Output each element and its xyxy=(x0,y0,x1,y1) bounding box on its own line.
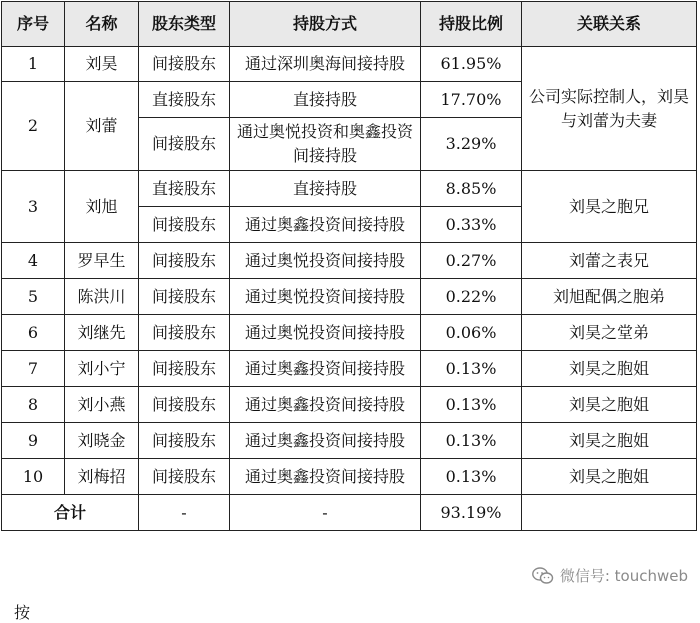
row-shareholder-type: 间接股东 xyxy=(139,387,230,423)
row-relationship: 刘昊之胞姐 xyxy=(522,351,697,387)
row-serial: 7 xyxy=(2,351,65,387)
row-holding-method: 通过奥悦投资间接持股 xyxy=(230,279,421,315)
header-shareholder-type: 股东类型 xyxy=(139,2,230,47)
row-holding-method: 通过奥鑫投资间接持股 xyxy=(230,459,421,495)
row-holding-method: 通过奥鑫投资间接持股 xyxy=(230,423,421,459)
row-holding-ratio: 8.85% xyxy=(421,171,522,207)
table-row xyxy=(2,243,697,279)
watermark-text: 微信号: touchweb xyxy=(559,567,688,585)
table-row xyxy=(2,459,697,495)
row-holding-method: 直接持股 xyxy=(230,171,421,207)
row-holding-method: 直接持股 xyxy=(230,82,421,118)
row-shareholder-type: 间接股东 xyxy=(139,351,230,387)
row-relationship: 刘昊之胞姐 xyxy=(522,387,697,423)
row-holding-ratio: 17.70% xyxy=(421,82,522,118)
row-holding-method: 通过奥悦投资间接持股 xyxy=(230,243,421,279)
row-holding-method: 通过奥鑫投资间接持股 xyxy=(230,207,421,243)
total-relationship xyxy=(522,495,697,531)
header-holding-ratio: 持股比例 xyxy=(421,2,522,47)
row-holding-ratio: 0.27% xyxy=(421,243,522,279)
table-row xyxy=(2,279,697,315)
table-row xyxy=(2,351,697,387)
header-relationship: 关联关系 xyxy=(522,2,697,47)
row-serial: 5 xyxy=(2,279,65,315)
row-name: 刘晓金 xyxy=(65,423,139,459)
row-name: 刘昊 xyxy=(65,47,139,82)
table-row xyxy=(2,315,697,351)
row-holding-method: 通过奥鑫投资间接持股 xyxy=(230,387,421,423)
row-holding-ratio: 3.29% xyxy=(421,118,522,171)
row-shareholder-type: 间接股东 xyxy=(139,118,230,171)
total-holding-method: - xyxy=(230,495,421,531)
row-holding-method: 通过深圳奥海间接持股 xyxy=(230,47,421,82)
row-shareholder-type: 直接股东 xyxy=(139,82,230,118)
row-relationship: 刘蕾之表兄 xyxy=(522,243,697,279)
row-holding-ratio: 0.06% xyxy=(421,315,522,351)
row-serial: 6 xyxy=(2,315,65,351)
row-shareholder-type: 间接股东 xyxy=(139,207,230,243)
row-holding-method: 通过奥悦投资间接持股 xyxy=(230,315,421,351)
row-serial: 9 xyxy=(2,423,65,459)
table-row xyxy=(2,387,697,423)
row-relationship: 刘旭配偶之胞弟 xyxy=(522,279,697,315)
row-shareholder-type: 间接股东 xyxy=(139,47,230,82)
row-serial: 2 xyxy=(2,82,65,171)
footer-text-fragment: 按 xyxy=(14,603,31,622)
row-holding-method: 通过奥悦投资和奥鑫投资间接持股 xyxy=(230,118,421,171)
row-relationship: 刘昊之胞姐 xyxy=(522,423,697,459)
row-relationship: 刘昊之胞姐 xyxy=(522,459,697,495)
row-name: 刘小燕 xyxy=(65,387,139,423)
row-name: 陈洪川 xyxy=(65,279,139,315)
row-relationship: 刘昊之堂弟 xyxy=(522,315,697,351)
total-row xyxy=(2,495,697,531)
row-relationship: 刘昊之胞兄 xyxy=(522,171,697,243)
row-serial: 1 xyxy=(2,47,65,82)
row-shareholder-type: 间接股东 xyxy=(139,459,230,495)
header-holding-method: 持股方式 xyxy=(230,2,421,47)
wechat-icon xyxy=(532,567,554,585)
row-holding-ratio: 0.13% xyxy=(421,423,522,459)
header-row xyxy=(2,2,697,47)
table-row xyxy=(2,423,697,459)
row-holding-ratio: 0.13% xyxy=(421,351,522,387)
row-serial: 4 xyxy=(2,243,65,279)
header-name: 名称 xyxy=(65,2,139,47)
row-shareholder-type: 间接股东 xyxy=(139,423,230,459)
total-shareholder-type: - xyxy=(139,495,230,531)
row-shareholder-type: 间接股东 xyxy=(139,279,230,315)
row-name: 刘梅招 xyxy=(65,459,139,495)
row-shareholder-type: 直接股东 xyxy=(139,171,230,207)
row-name: 刘旭 xyxy=(65,171,139,243)
row-holding-method: 通过奥鑫投资间接持股 xyxy=(230,351,421,387)
shareholding-table xyxy=(1,1,697,531)
header-serial: 序号 xyxy=(2,2,65,47)
row-name: 刘蕾 xyxy=(65,82,139,171)
row-shareholder-type: 间接股东 xyxy=(139,315,230,351)
row-serial: 3 xyxy=(2,171,65,243)
row-serial: 10 xyxy=(2,459,65,495)
row-shareholder-type: 间接股东 xyxy=(139,243,230,279)
row-holding-ratio: 0.13% xyxy=(421,387,522,423)
row-name: 刘继先 xyxy=(65,315,139,351)
wechat-watermark xyxy=(532,565,688,586)
row-serial: 8 xyxy=(2,387,65,423)
total-holding-ratio: 93.19% xyxy=(421,495,522,531)
table-row xyxy=(2,171,697,207)
row-holding-ratio: 61.95% xyxy=(421,47,522,82)
row-holding-ratio: 0.13% xyxy=(421,459,522,495)
row-holding-ratio: 0.22% xyxy=(421,279,522,315)
row-holding-ratio: 0.33% xyxy=(421,207,522,243)
total-label: 合计 xyxy=(2,495,139,531)
row-relationship: 公司实际控制人，刘昊与刘蕾为夫妻 xyxy=(522,47,697,171)
row-name: 罗早生 xyxy=(65,243,139,279)
table-row xyxy=(2,47,697,82)
row-name: 刘小宁 xyxy=(65,351,139,387)
